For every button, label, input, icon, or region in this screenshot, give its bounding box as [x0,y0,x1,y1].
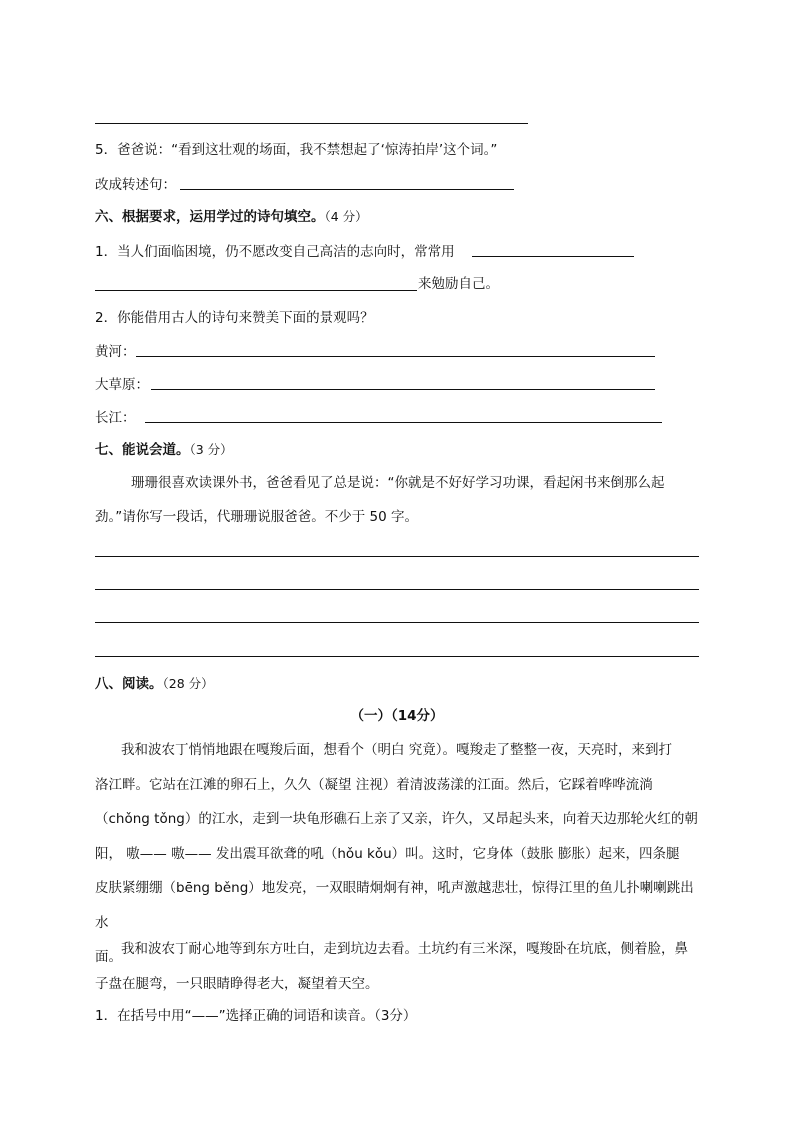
section6-q1-suffix: 来勉励自己。 [418,276,499,292]
writing-line-1[interactable] [95,556,699,557]
section7-score: （3 分） [189,442,233,457]
section7-line1: 珊珊很喜欢读课外书，爸爸看见了总是说：“你就是不好好学习功课，看起闲书来倒那么起 [131,475,665,491]
section6-score: （4 分） [324,209,368,224]
passage-line: 子盘在腿弯，一只眼睛睁得老大，凝望着天空。 [95,975,379,992]
q5-convert-label: 改成转述句： [95,177,176,193]
section6-heading [95,207,368,227]
writing-line-4[interactable] [95,656,699,657]
writing-line-3[interactable] [95,622,699,623]
yangtze-line[interactable] [145,422,662,423]
answer-line-top[interactable] [95,123,528,124]
passage-line: 面。 [95,949,122,965]
grassland-line[interactable] [151,389,655,390]
yellow-river-line[interactable] [136,356,655,357]
passage-line: （chǒng tǒng）的江水，走到一块龟形礁石上亲了又亲，许久，又昂起头来，向着天边那轮火红的朝 [95,811,698,827]
label-yellow-river: 黄河： [95,344,136,360]
section6-title: 六、根据要求，运用学过的诗句填空。 [95,209,325,225]
passage-line: 我和波农丁悄悄地跟在嘎羧后面，想看个（明白 究竟）。嘎羧走了整整一夜，天亮时，来到打 [121,742,673,758]
section6-q2: 2．你能借用古人的诗句来赞美下面的景观吗？ [95,310,374,326]
writing-line-2[interactable] [95,589,699,590]
section7-line2: 劲。”请你写一段话，代珊珊说服爸爸。不少于 50 字。 [95,509,419,525]
passage-line: 皮肤紧绷绷（bēng běng）地发亮，一双眼睛炯炯有神，吼声激越悲壮，惊得江里的鱼儿扑喇喇跳出水 [95,880,694,931]
section6-q1: 1．当人们面临困境，仍不愿改变自己高洁的志向时，常常用 [95,244,455,260]
section8-title: 八、阅读。 [95,676,163,692]
section7-title: 七、能说会道。 [95,442,190,458]
q5-sentence: 5．爸爸说：“看到这壮观的场面，我不禁想起了‘惊涛拍岸’这个词。” [95,142,498,158]
passage-line: 洛江畔。它站在江滩的卵石上，久久（凝望 注视）着清波荡漾的江面。然后，它踩着哗哗流淌 [95,776,653,793]
section6-q1-line-a[interactable] [472,256,634,257]
passage-subtitle: （一）（14分） [350,708,444,724]
passage-line: 阳， 嗷—— 嗷—— 发出震耳欲聋的吼（hǒu kǒu）叫。这时，它身体（鼓胀 膨胀）起来，四条腿 [95,845,680,862]
section6-q1-line-b[interactable] [95,290,417,291]
label-yangtze: 长江： [95,410,136,426]
section8-score: （28 分） [162,676,214,691]
section8-q1: 1．在括号中用“——”选择正确的词语和读音。（3分） [95,1008,417,1024]
section7-heading [95,440,233,460]
passage-paragraph-2 [95,932,699,1001]
passage-line: 我和波农丁耐心地等到东方吐白，走到坑边去看。土坑约有三米深，嘎羧卧在坑底，侧着脸，鼻 [121,941,688,957]
label-grassland: 大草原： [95,377,149,393]
q5-answer-line[interactable] [180,189,514,190]
section8-heading [95,674,214,694]
